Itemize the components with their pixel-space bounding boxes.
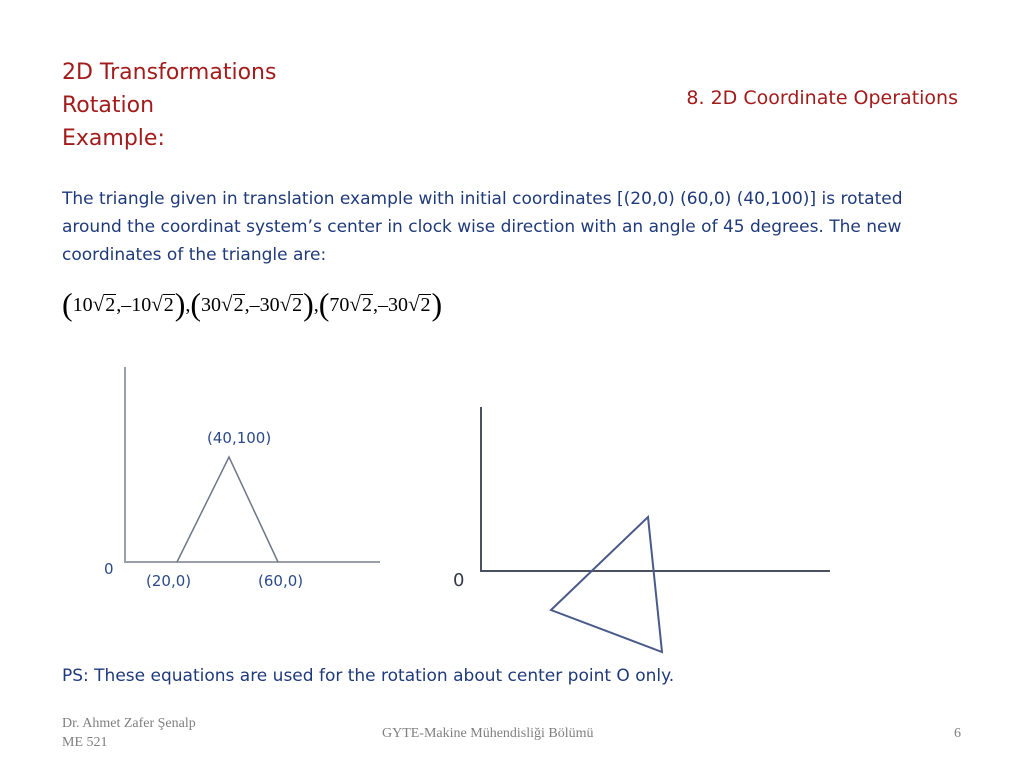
page-number: 6 — [954, 726, 961, 741]
original-origin-label: 0 — [104, 560, 114, 578]
base-left-label: (20,0) — [146, 572, 192, 590]
close-paren: ) — [431, 286, 443, 322]
point3-x-coef: 70 — [329, 294, 350, 316]
footer-author-block — [62, 714, 196, 752]
close-paren: ) — [174, 286, 186, 322]
point1-x-coef: 10 — [72, 294, 93, 316]
open-paren: ( — [318, 286, 330, 322]
note-text: PS: These equations are used for the rotation about center point O only. — [62, 666, 675, 686]
sqrt-symbol: √2 — [279, 292, 303, 316]
section-title: 8. 2D Coordinate Operations — [686, 87, 958, 109]
comma: , — [244, 294, 250, 316]
sqrt-symbol: √2 — [407, 292, 431, 316]
footer-course: ME 521 — [62, 735, 108, 750]
point1-y-coef: –10 — [121, 294, 152, 316]
original-triangle — [177, 457, 278, 562]
title-line-3: Example: — [62, 126, 165, 151]
description-text: The triangle given in translation example with initial coordinates [(20,0) (60,0) (40,100)] is rotated around the coordinat system’s center in clock wise direction with an angle of 45 degrees. The new coordinates of the triangle are: — [62, 189, 903, 265]
rotated-triangle-diagram — [453, 407, 830, 652]
sqrt-symbol: √2 — [92, 292, 116, 316]
rotated-triangle — [551, 517, 662, 652]
comma: , — [372, 294, 378, 316]
rotated-origin-label: 0 — [453, 570, 465, 591]
point2-y-coef: –30 — [249, 294, 280, 316]
title-line-1: 2D Transformations — [62, 60, 277, 85]
comma: , — [116, 294, 122, 316]
sqrt-symbol: √2 — [221, 292, 244, 316]
sqrt-symbol: √2 — [151, 292, 174, 316]
comma: , — [185, 294, 191, 316]
open-paren: ( — [190, 286, 202, 322]
title-line-2: Rotation — [62, 93, 155, 118]
point3-y-coef: –30 — [377, 294, 408, 316]
close-paren: ) — [303, 286, 314, 322]
sqrt-symbol: √2 — [349, 292, 372, 316]
comma: , — [313, 294, 319, 316]
footer-author: Dr. Ahmet Zafer Şenalp — [62, 716, 196, 731]
point2-x-coef: 30 — [201, 294, 222, 316]
base-right-label: (60,0) — [258, 572, 304, 590]
original-triangle-diagram — [104, 367, 380, 590]
apex-label: (40,100) — [207, 429, 272, 447]
open-paren: ( — [62, 286, 73, 322]
footer-department: GYTE-Makine Mühendisliği Bölümü — [382, 726, 594, 741]
